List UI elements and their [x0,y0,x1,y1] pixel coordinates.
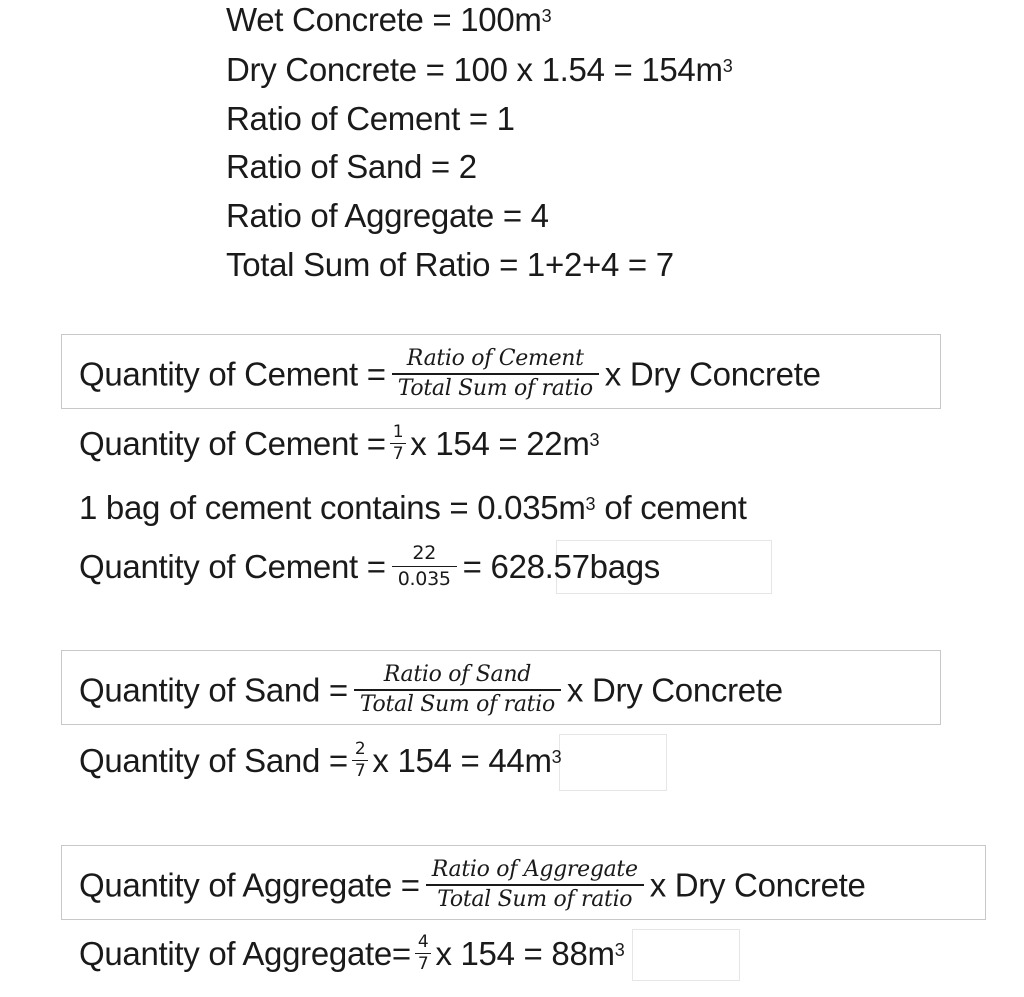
sand-formula [79,662,783,719]
cement-calc-fraction [390,421,407,464]
cement-bags-lhs: Quantity of Cement = [79,548,386,586]
cement-calc-rhs: x 154 = 22m [410,425,590,462]
aggregate-calc-result: 88m [551,935,615,972]
sand-calc-result: 44m [488,742,552,779]
fraction-numerator: 2 [352,741,369,761]
dry-concrete-text: Dry Concrete = 100 x 1.54 = 154m [226,51,723,88]
aggregate-result-box [632,929,740,981]
fraction-denominator: 7 [354,760,366,781]
sand-calc-fraction [352,738,369,781]
cement-calc [79,421,600,466]
cement-bag-suffix: of cement [595,489,747,526]
aggregate-formula-rhs: x Dry Concrete [649,866,866,904]
cubic-exponent: 3 [722,56,733,76]
cubic-exponent: 3 [541,6,552,26]
sand-formula-rhs: x Dry Concrete [566,671,783,709]
aggregate-formula-lhs: Quantity of Aggregate = [79,866,420,904]
fraction-denominator: 7 [392,443,404,464]
cement-formula-rhs: x Dry Concrete [604,355,821,393]
fraction-numerator: 22 [392,544,457,567]
aggregate-calc-mid: x 154 = [435,935,543,972]
cement-bags-result: 628.57bags [490,548,661,586]
sand-calc [79,738,562,783]
cubic-exponent: 3 [585,494,596,514]
fraction-denominator: Total Sum of ratio [359,692,555,717]
fraction-numerator: 4 [415,934,432,954]
sand-result-box [559,734,667,791]
wet-concrete-line [226,0,552,40]
cubic-exponent: 3 [589,430,600,450]
fraction-denominator: 0.035 [397,568,451,590]
cement-bags-eq: = [462,548,482,586]
sand-calc-lhs: Quantity of Sand = [79,742,348,779]
wet-concrete-text: Wet Concrete = 100m [226,1,542,38]
cement-bag-line [79,488,747,528]
fraction-numerator: Ratio of Sand [354,664,561,691]
cubic-exponent: 3 [614,940,625,960]
sand-formula-fraction [354,664,561,716]
total-ratio-line: Total Sum of Ratio = 1+2+4 = 7 [226,246,674,283]
aggregate-calc-fraction [415,931,432,974]
cement-formula-lhs: Quantity of Cement = [79,355,386,393]
cement-bag-text: 1 bag of cement contains = 0.035m [79,489,586,526]
aggregate-calc-lhs: Quantity of Aggregate= [79,935,411,972]
cement-formula-fraction [392,348,599,400]
fraction-denominator: Total Sum of ratio [437,887,633,912]
cement-bags-calc [79,542,661,592]
fraction-numerator: Ratio of Aggregate [426,859,644,886]
dry-concrete-line [226,50,733,90]
ratio-cement-line: Ratio of Cement = 1 [226,100,515,137]
fraction-denominator: 7 [417,953,429,974]
fraction-denominator: Total Sum of ratio [397,376,593,401]
aggregate-formula [79,857,866,914]
fraction-numerator: Ratio of Cement [392,348,599,375]
cubic-exponent: 3 [551,747,562,767]
cement-formula [79,346,821,403]
ratio-sand-line: Ratio of Sand = 2 [226,148,477,185]
cement-calc-lhs: Quantity of Cement = [79,425,386,462]
sand-calc-mid: x 154 = [372,742,480,779]
sand-formula-lhs: Quantity of Sand = [79,671,348,709]
cement-bags-fraction [392,544,457,589]
aggregate-calc [79,931,625,976]
aggregate-formula-fraction [426,859,644,911]
ratio-aggregate-line: Ratio of Aggregate = 4 [226,197,549,234]
fraction-numerator: 1 [390,424,407,444]
